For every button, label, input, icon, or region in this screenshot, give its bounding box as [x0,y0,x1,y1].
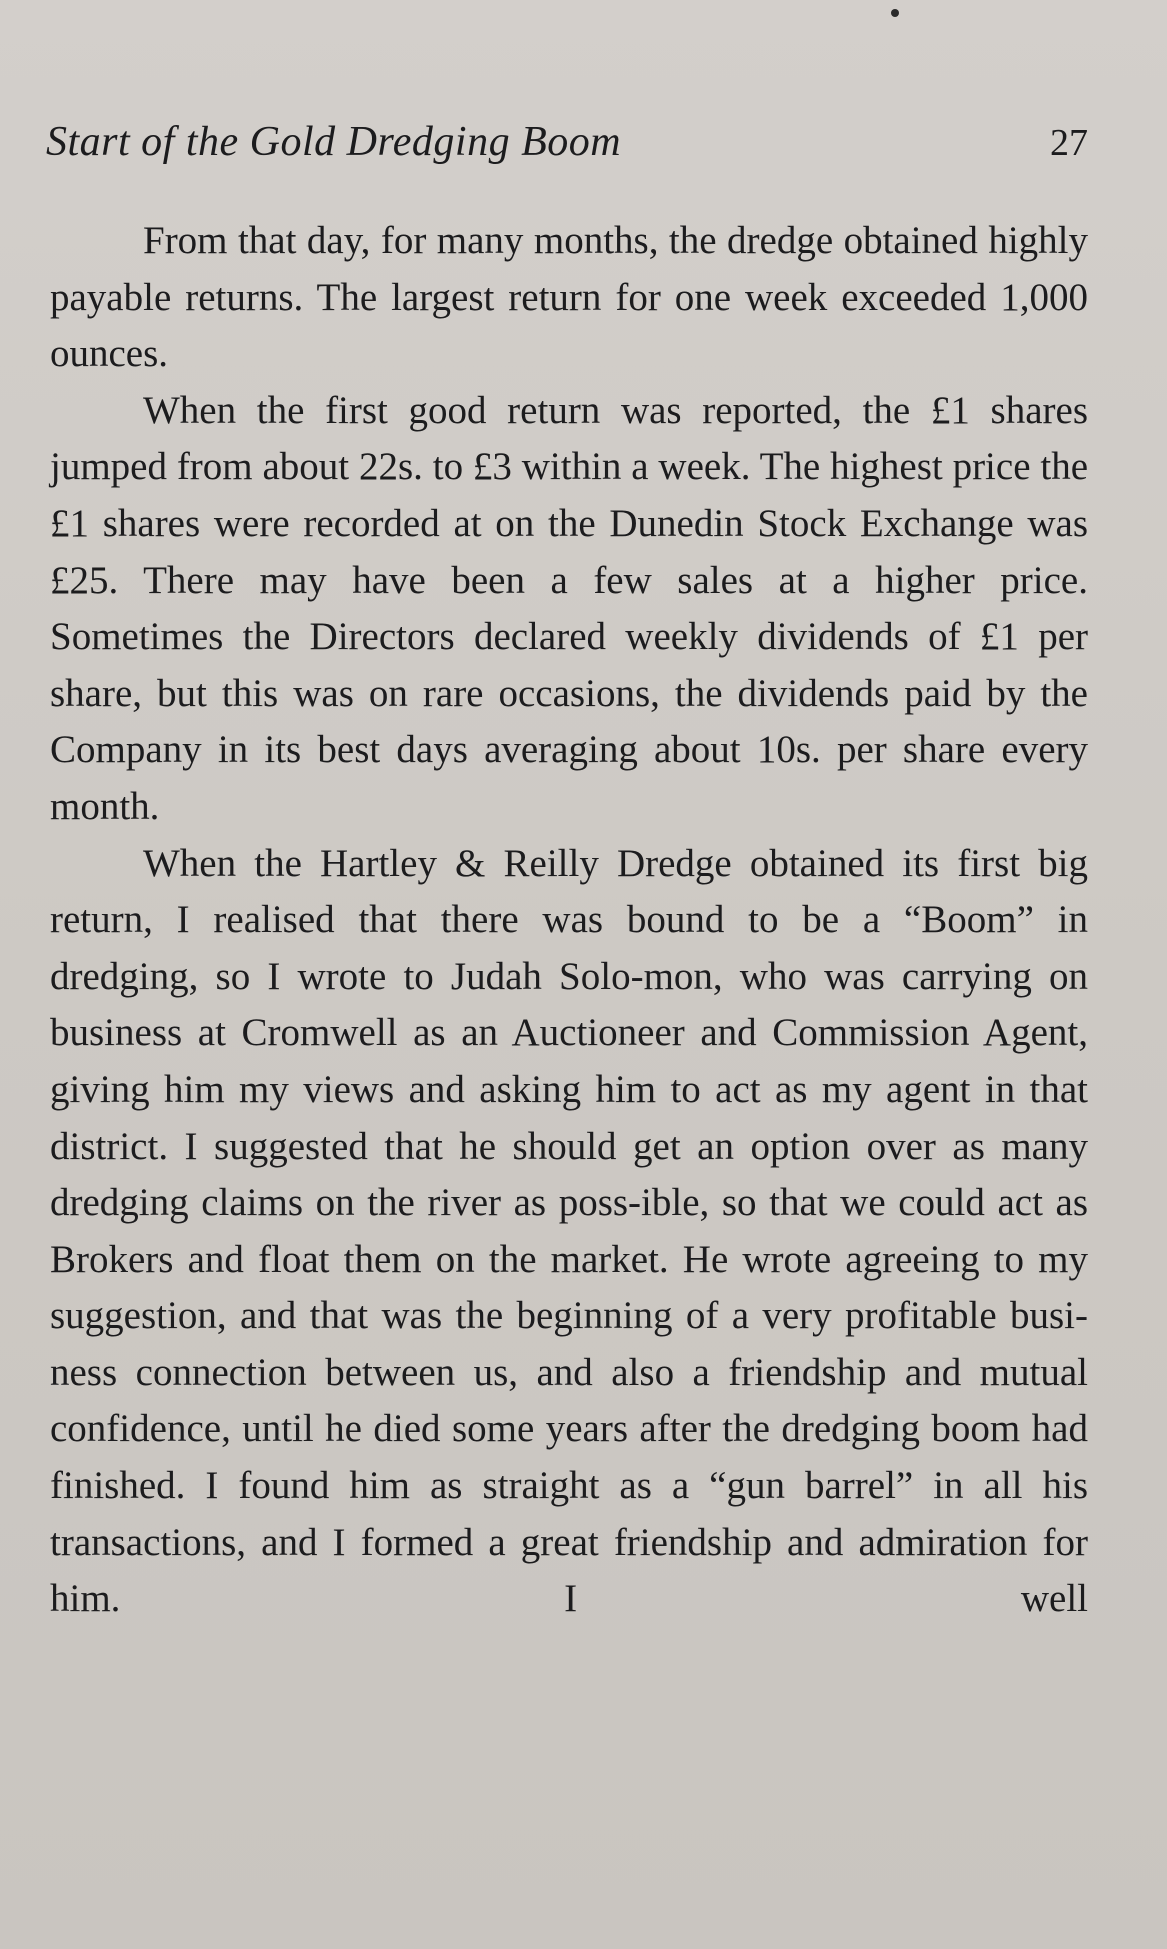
ink-dot [891,9,899,17]
running-title: Start of the Gold Dredging Boom [46,119,622,165]
page-header [46,118,1088,166]
paragraph: When the Hartley & Reilly Dredge obtained its first big return, I realised that there was bound to be a “Boom” in dredging, so I wrote to Judah Solo-mon, who was carrying on business at Cromwell as an Auctioneer and Commission Agent, giving him my views and asking him to act as my agent in that district. I suggested that he should get an option over as many dredging claims on the river as poss-ible, so that we could act as Brokers and float them on the market. He wrote agreeing to my suggestion, and that was the beginning of a very profitable busi-ness connection between us, and also a friendship and mutual confidence, until he died some years after the dredging boom had finished. I found him as straight as a “gun barrel” in all his transactions, and I formed a great friendship and admiration for him. I well [50,841,1088,1621]
paragraph: When the first good return was reported, the £1 shares jumped from about 22s. to £3 within a week. The highest price the £1 shares were recorded at on the Dunedin Stock Exchange was £25. There may have been a few sales at a higher price. Sometimes the Directors declared weekly dividends of £1 per share, but this was on rare occasions, the dividends paid by the Company in its best days averaging about 10s. per share every month. [50,388,1088,828]
paragraph: From that day, for many months, the dredge obtained highly payable returns. The largest return for one week exceeded 1,000 ounces. [50,219,1088,376]
body-text [50,213,1088,1628]
page-number: 27 [1050,122,1088,164]
